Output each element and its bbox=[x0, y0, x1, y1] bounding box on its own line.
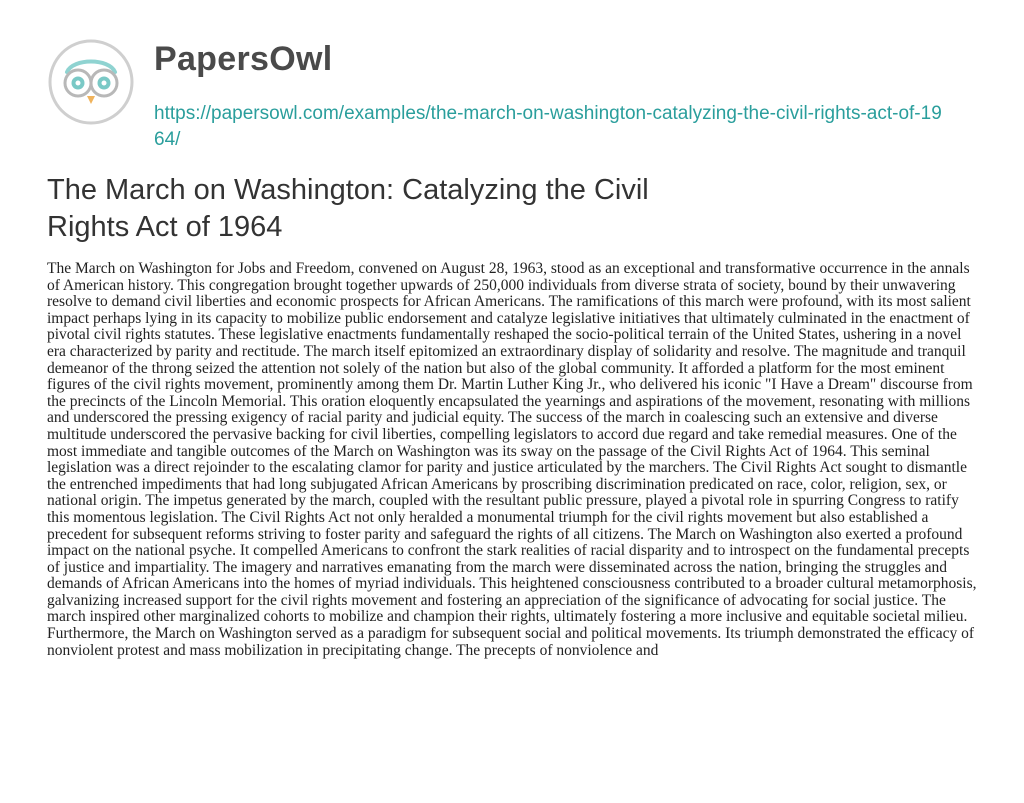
document-body: The March on Washington for Jobs and Freedom, convened on August 28, 1963, stood as an exceptional and transformative occurrence in the annals of American history. This congregation brought together upwards of 250,000 individuals from diverse strata of society, bound by their unwavering resolve to demand civil liberties and economic prospects for African Americans. The ramifications of this march were profound, with its most salient impact perhaps lying in its capacity to mobilize public endorsement and catalyze legislative initiatives that ultimately culminated in the enactment of pivotal civil rights statutes. These legislative enactments fundamentally reshaped the socio-political terrain of the United States, ushering in a novel era characterized by parity and rectitude. The march itself epitomized an extraordinary display of solidarity and resolve. The magnitude and tranquil demeanor of the throng seized the attention not solely of the nation but also of the global community. It afforded a platform for the most eminent figures of the civil rights movement, prominently among them Dr. Martin Luther King Jr., who delivered his iconic "I Have a Dream" discourse from the precincts of the Lincoln Memorial. This oration eloquently encapsulated the yearnings and aspirations of the movement, resonating with millions and underscored the pressing exigency of racial parity and judicial equity. The success of the march in coalescing such an extensive and diverse multitude underscored the pervasive backing for civil liberties, compelling legislators to accord due regard and take remedial measures. One of the most immediate and tangible outcomes of the March on Washington was its sway on the passage of the Civil Rights Act of 1964. This seminal legislation was a direct rejoinder to the escalating clamor for parity and justice articulated by the marchers. The Civil Rights Act sought to dismantle the entrenched impediments that had long subjugated African Americans by proscribing discrimination predicated on race, color, religion, sex, or national origin. The impetus generated by the march, coupled with the resultant public pressure, played a pivotal role in spurring Congress to ratify this momentous legislation. The Civil Rights Act not only heralded a monumental triumph for the civil rights movement but also established a precedent for subsequent reforms striving to foster parity and safeguard the rights of all citizens. The March on Washington also exerted a profound impact on the national psyche. It compelled Americans to confront the stark realities of racial disparity and to introspect on the fundamental precepts of justice and impartiality. The imagery and narratives emanating from the march were disseminated across the nation, bringing the struggles and demands of African Americans into the homes of myriad individuals. This heightened consciousness contributed to a broader cultural metamorphosis, galvanizing increased support for the civil rights movement and fostering an appreciation of the significance of advocating for social justice. The march inspired other marginalized cohorts to mobilize and champion their rights, ultimately fostering a more inclusive and equitable societal milieu. Furthermore, the March on Washington served as a paradigm for subsequent social and political movements. Its triumph demonstrated the efficacy of nonviolent protest and mass mobilization in precipitating change. The precepts of nonviolence and bbox=[47, 260, 977, 659]
source-url-link[interactable]: https://papersowl.com/examples/the-march-on-washington-catalyzing-the-civil-rights-act-of-1964/ bbox=[154, 103, 942, 150]
owl-icon bbox=[47, 38, 135, 126]
document-title: The March on Washington: Catalyzing the Civil Rights Act of 1964 bbox=[47, 174, 649, 243]
site-header bbox=[47, 38, 987, 158]
brand-name[interactable]: PapersOwl bbox=[154, 40, 333, 78]
